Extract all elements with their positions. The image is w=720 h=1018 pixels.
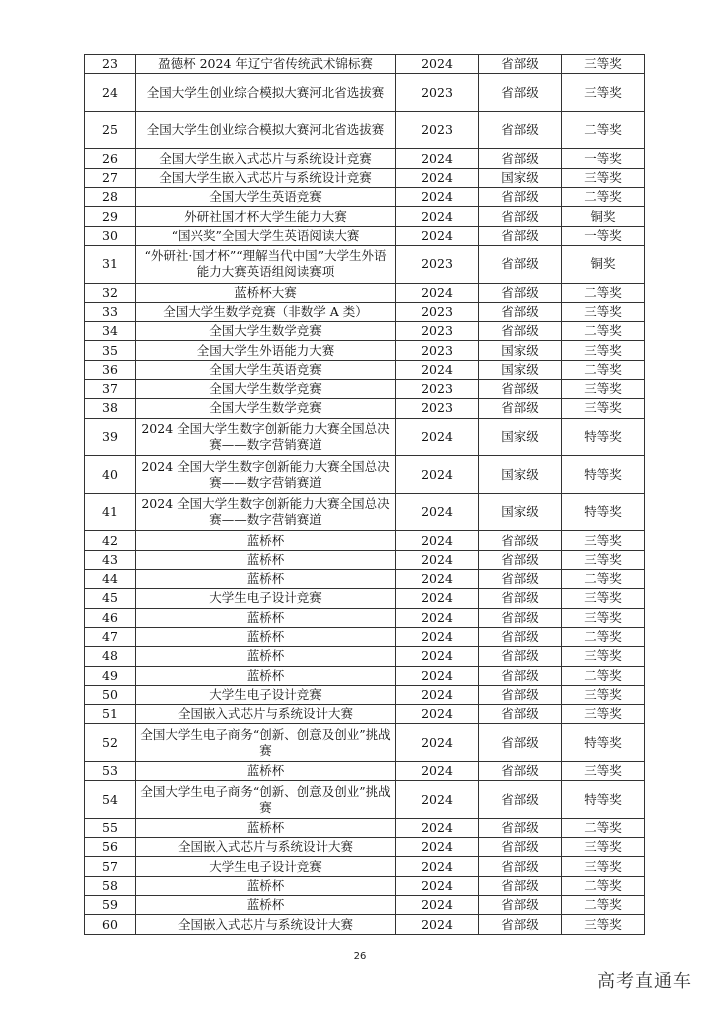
cell-year: 2024 (396, 360, 479, 379)
cell-prize: 三等奖 (562, 685, 645, 704)
cell-level: 省部级 (479, 876, 562, 895)
cell-number: 28 (85, 188, 136, 207)
cell-level: 省部级 (479, 627, 562, 646)
cell-level: 省部级 (479, 915, 562, 934)
cell-competition-name: 蓝桥杯 (136, 531, 396, 550)
cell-year: 2024 (396, 685, 479, 704)
cell-competition-name: 大学生电子设计竞赛 (136, 685, 396, 704)
table-row (85, 838, 645, 857)
cell-year: 2024 (396, 55, 479, 74)
cell-number: 46 (85, 608, 136, 627)
cell-number: 48 (85, 647, 136, 666)
cell-level: 国家级 (479, 493, 562, 531)
cell-competition-name: 大学生电子设计竞赛 (136, 589, 396, 608)
cell-competition-name: 全国大学生创业综合模拟大赛河北省选拔赛 (136, 74, 396, 112)
cell-number: 37 (85, 380, 136, 399)
table-row (85, 188, 645, 207)
cell-number: 24 (85, 74, 136, 112)
cell-prize: 特等奖 (562, 724, 645, 762)
table-row (85, 627, 645, 646)
cell-year: 2024 (396, 857, 479, 876)
cell-competition-name: 蓝桥杯 (136, 570, 396, 589)
table-row (85, 149, 645, 168)
cell-competition-name: 全国大学生数学竞赛 (136, 399, 396, 418)
cell-competition-name: 全国大学生数学竞赛 (136, 322, 396, 341)
cell-level: 省部级 (479, 896, 562, 915)
cell-year: 2024 (396, 608, 479, 627)
cell-level: 省部级 (479, 589, 562, 608)
cell-year: 2024 (396, 876, 479, 895)
cell-number: 50 (85, 685, 136, 704)
cell-level: 省部级 (479, 207, 562, 226)
cell-competition-name: 全国嵌入式芯片与系统设计大赛 (136, 838, 396, 857)
cell-competition-name: “国兴奖”全国大学生英语阅读大赛 (136, 226, 396, 245)
table-row (85, 399, 645, 418)
cell-number: 40 (85, 456, 136, 494)
cell-prize: 二等奖 (562, 876, 645, 895)
table-row (85, 245, 645, 283)
cell-level: 省部级 (479, 531, 562, 550)
cell-competition-name: 全国大学生创业综合模拟大赛河北省选拔赛 (136, 111, 396, 149)
cell-year: 2024 (396, 456, 479, 494)
cell-year: 2023 (396, 302, 479, 321)
cell-competition-name: 全国大学生嵌入式芯片与系统设计竞赛 (136, 168, 396, 187)
table-row (85, 685, 645, 704)
cell-prize: 三等奖 (562, 608, 645, 627)
cell-prize: 特等奖 (562, 781, 645, 819)
cell-competition-name: 蓝桥杯 (136, 761, 396, 780)
table-row (85, 341, 645, 360)
cell-year: 2024 (396, 761, 479, 780)
cell-prize: 三等奖 (562, 531, 645, 550)
table-row (85, 55, 645, 74)
table-row (85, 761, 645, 780)
cell-competition-name: 外研社国才杯大学生能力大赛 (136, 207, 396, 226)
cell-competition-name: 大学生电子设计竞赛 (136, 857, 396, 876)
table-row (85, 705, 645, 724)
cell-year: 2024 (396, 149, 479, 168)
cell-number: 59 (85, 896, 136, 915)
cell-prize: 二等奖 (562, 360, 645, 379)
cell-prize: 三等奖 (562, 589, 645, 608)
cell-competition-name: 全国大学生电子商务“创新、创意及创业”挑战赛 (136, 724, 396, 762)
cell-competition-name: 全国大学生数学竞赛 (136, 380, 396, 399)
cell-year: 2024 (396, 647, 479, 666)
cell-year: 2024 (396, 188, 479, 207)
cell-year: 2024 (396, 570, 479, 589)
cell-level: 省部级 (479, 818, 562, 837)
cell-prize: 三等奖 (562, 55, 645, 74)
table-row (85, 896, 645, 915)
table-row (85, 207, 645, 226)
cell-level: 省部级 (479, 608, 562, 627)
cell-prize: 三等奖 (562, 550, 645, 569)
cell-number: 60 (85, 915, 136, 934)
cell-year: 2024 (396, 168, 479, 187)
cell-number: 31 (85, 245, 136, 283)
table-row (85, 570, 645, 589)
table-row (85, 781, 645, 819)
cell-level: 省部级 (479, 724, 562, 762)
cell-number: 42 (85, 531, 136, 550)
cell-level: 省部级 (479, 570, 562, 589)
cell-number: 29 (85, 207, 136, 226)
cell-prize: 三等奖 (562, 341, 645, 360)
cell-number: 35 (85, 341, 136, 360)
cell-competition-name: 蓝桥杯 (136, 896, 396, 915)
cell-competition-name: 蓝桥杯 (136, 647, 396, 666)
cell-number: 44 (85, 570, 136, 589)
cell-year: 2024 (396, 705, 479, 724)
cell-prize: 二等奖 (562, 666, 645, 685)
cell-level: 省部级 (479, 74, 562, 112)
table-row (85, 456, 645, 494)
cell-competition-name: 全国嵌入式芯片与系统设计大赛 (136, 915, 396, 934)
cell-competition-name: 蓝桥杯 (136, 627, 396, 646)
cell-year: 2024 (396, 838, 479, 857)
cell-prize: 三等奖 (562, 647, 645, 666)
cell-year: 2024 (396, 818, 479, 837)
cell-competition-name: 全国大学生外语能力大赛 (136, 341, 396, 360)
cell-competition-name: 全国大学生数学竞赛（非数学 A 类） (136, 302, 396, 321)
cell-prize: 三等奖 (562, 302, 645, 321)
cell-number: 36 (85, 360, 136, 379)
cell-prize: 特等奖 (562, 456, 645, 494)
cell-year: 2023 (396, 341, 479, 360)
table-row (85, 857, 645, 876)
cell-number: 33 (85, 302, 136, 321)
cell-prize: 二等奖 (562, 111, 645, 149)
table-row (85, 666, 645, 685)
table-row (85, 226, 645, 245)
cell-prize: 三等奖 (562, 380, 645, 399)
awards-table-body (85, 55, 645, 935)
cell-prize: 三等奖 (562, 761, 645, 780)
cell-number: 34 (85, 322, 136, 341)
cell-number: 23 (85, 55, 136, 74)
cell-competition-name: 蓝桥杯大赛 (136, 283, 396, 302)
table-row (85, 74, 645, 112)
cell-number: 57 (85, 857, 136, 876)
cell-prize: 特等奖 (562, 493, 645, 531)
cell-level: 省部级 (479, 781, 562, 819)
cell-prize: 特等奖 (562, 418, 645, 456)
cell-year: 2024 (396, 207, 479, 226)
cell-level: 省部级 (479, 705, 562, 724)
cell-number: 39 (85, 418, 136, 456)
cell-year: 2024 (396, 531, 479, 550)
cell-year: 2024 (396, 283, 479, 302)
table-row (85, 380, 645, 399)
table-row (85, 876, 645, 895)
table-row (85, 322, 645, 341)
cell-number: 47 (85, 627, 136, 646)
cell-number: 41 (85, 493, 136, 531)
cell-competition-name: 全国嵌入式芯片与系统设计大赛 (136, 705, 396, 724)
cell-competition-name: 蓝桥杯 (136, 608, 396, 627)
cell-competition-name: 2024 全国大学生数字创新能力大赛全国总决赛——数字营销赛道 (136, 493, 396, 531)
cell-year: 2024 (396, 627, 479, 646)
table-row (85, 360, 645, 379)
cell-prize: 二等奖 (562, 818, 645, 837)
cell-level: 省部级 (479, 838, 562, 857)
cell-level: 国家级 (479, 418, 562, 456)
cell-year: 2024 (396, 915, 479, 934)
cell-level: 省部级 (479, 283, 562, 302)
cell-year: 2024 (396, 781, 479, 819)
cell-level: 省部级 (479, 550, 562, 569)
cell-prize: 二等奖 (562, 283, 645, 302)
table-row (85, 724, 645, 762)
cell-level: 省部级 (479, 761, 562, 780)
cell-number: 45 (85, 589, 136, 608)
cell-prize: 三等奖 (562, 857, 645, 876)
cell-prize: 铜奖 (562, 245, 645, 283)
table-row (85, 531, 645, 550)
cell-level: 国家级 (479, 456, 562, 494)
cell-level: 省部级 (479, 647, 562, 666)
cell-number: 49 (85, 666, 136, 685)
cell-level: 国家级 (479, 341, 562, 360)
cell-prize: 三等奖 (562, 838, 645, 857)
cell-number: 52 (85, 724, 136, 762)
cell-year: 2024 (396, 493, 479, 531)
cell-prize: 二等奖 (562, 322, 645, 341)
cell-competition-name: 全国大学生电子商务“创新、创意及创业”挑战赛 (136, 781, 396, 819)
cell-year: 2023 (396, 380, 479, 399)
table-row (85, 608, 645, 627)
cell-prize: 三等奖 (562, 74, 645, 112)
cell-level: 省部级 (479, 245, 562, 283)
cell-competition-name: 全国大学生英语竞赛 (136, 360, 396, 379)
table-row (85, 589, 645, 608)
cell-prize: 二等奖 (562, 188, 645, 207)
cell-prize: 一等奖 (562, 226, 645, 245)
table-row (85, 647, 645, 666)
cell-competition-name: 蓝桥杯 (136, 876, 396, 895)
table-row (85, 818, 645, 837)
cell-level: 省部级 (479, 111, 562, 149)
awards-table (84, 54, 645, 935)
cell-prize: 二等奖 (562, 627, 645, 646)
cell-level: 省部级 (479, 302, 562, 321)
cell-number: 43 (85, 550, 136, 569)
cell-year: 2024 (396, 550, 479, 569)
cell-level: 省部级 (479, 149, 562, 168)
cell-year: 2023 (396, 399, 479, 418)
page-number: 26 (353, 951, 367, 962)
table-row (85, 493, 645, 531)
cell-number: 38 (85, 399, 136, 418)
cell-level: 省部级 (479, 685, 562, 704)
cell-prize: 三等奖 (562, 915, 645, 934)
cell-number: 54 (85, 781, 136, 819)
cell-level: 省部级 (479, 322, 562, 341)
cell-year: 2024 (396, 226, 479, 245)
cell-year: 2024 (396, 724, 479, 762)
cell-competition-name: 蓝桥杯 (136, 550, 396, 569)
cell-competition-name: 2024 全国大学生数字创新能力大赛全国总决赛——数字营销赛道 (136, 456, 396, 494)
cell-number: 30 (85, 226, 136, 245)
table-row (85, 418, 645, 456)
cell-competition-name: 蓝桥杯 (136, 818, 396, 837)
cell-prize: 二等奖 (562, 896, 645, 915)
cell-level: 省部级 (479, 857, 562, 876)
cell-level: 省部级 (479, 55, 562, 74)
cell-level: 国家级 (479, 168, 562, 187)
cell-prize: 三等奖 (562, 705, 645, 724)
cell-number: 53 (85, 761, 136, 780)
cell-number: 58 (85, 876, 136, 895)
table-row (85, 111, 645, 149)
cell-competition-name: “外研社·国才杯”“理解当代中国”大学生外语能力大赛英语组阅读赛项 (136, 245, 396, 283)
cell-number: 55 (85, 818, 136, 837)
cell-prize: 铜奖 (562, 207, 645, 226)
table-row (85, 302, 645, 321)
cell-prize: 一等奖 (562, 149, 645, 168)
cell-year: 2024 (396, 896, 479, 915)
table-row (85, 915, 645, 934)
cell-level: 省部级 (479, 399, 562, 418)
cell-year: 2024 (396, 589, 479, 608)
cell-year: 2023 (396, 111, 479, 149)
cell-level: 国家级 (479, 360, 562, 379)
cell-prize: 三等奖 (562, 399, 645, 418)
cell-competition-name: 全国大学生嵌入式芯片与系统设计竞赛 (136, 149, 396, 168)
cell-number: 56 (85, 838, 136, 857)
cell-year: 2024 (396, 666, 479, 685)
cell-competition-name: 盈德杯 2024 年辽宁省传统武术锦标赛 (136, 55, 396, 74)
cell-level: 省部级 (479, 188, 562, 207)
cell-number: 25 (85, 111, 136, 149)
cell-competition-name: 蓝桥杯 (136, 666, 396, 685)
cell-competition-name: 2024 全国大学生数字创新能力大赛全国总决赛——数字营销赛道 (136, 418, 396, 456)
cell-number: 26 (85, 149, 136, 168)
cell-level: 省部级 (479, 666, 562, 685)
cell-year: 2023 (396, 322, 479, 341)
cell-prize: 三等奖 (562, 168, 645, 187)
cell-prize: 二等奖 (562, 570, 645, 589)
table-row (85, 283, 645, 302)
cell-year: 2023 (396, 245, 479, 283)
cell-year: 2024 (396, 418, 479, 456)
cell-number: 32 (85, 283, 136, 302)
cell-number: 51 (85, 705, 136, 724)
watermark-text: 高考直通车 (597, 971, 692, 992)
cell-level: 省部级 (479, 380, 562, 399)
cell-number: 27 (85, 168, 136, 187)
cell-competition-name: 全国大学生英语竞赛 (136, 188, 396, 207)
table-row (85, 168, 645, 187)
cell-year: 2023 (396, 74, 479, 112)
cell-level: 省部级 (479, 226, 562, 245)
table-row (85, 550, 645, 569)
